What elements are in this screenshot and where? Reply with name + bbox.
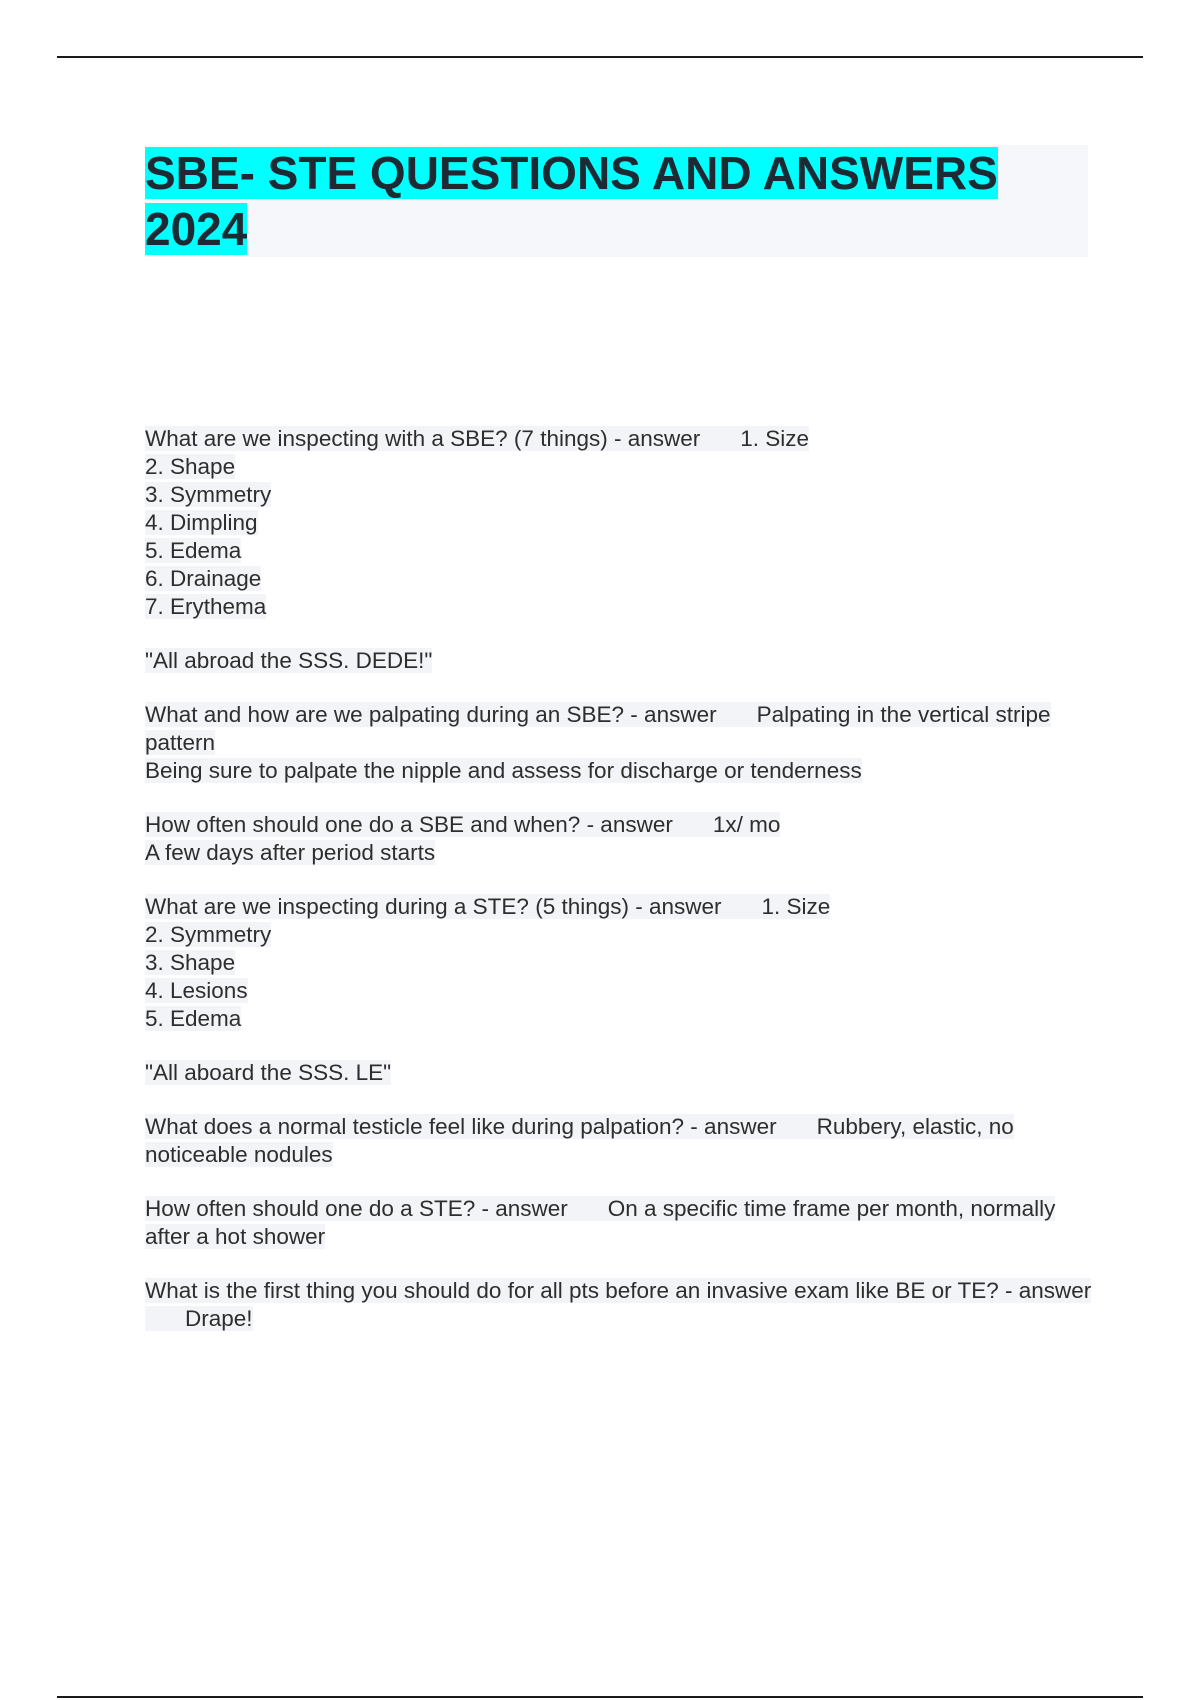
qa-list [145,425,1105,1359]
qa-item [145,1277,1105,1333]
answer-line: 4. Dimpling [145,510,258,535]
question-text: How often should one do a STE? - answer [145,1196,568,1221]
answer-line: Being sure to palpate the nipple and assess for discharge or tenderness [145,758,862,783]
qa-item [145,893,1105,1033]
answer-line: 6. Drainage [145,566,262,591]
answer-line: 3. Shape [145,950,236,975]
answer-line: 5. Edema [145,538,242,563]
answer-text: 1x/ mo [712,812,781,837]
answer-line: 3. Symmetry [145,482,272,507]
question-line [145,426,809,451]
qa-item [145,811,1105,867]
question-text: What is the first thing you should do for all pts before an invasive exam like BE or TE? - answer [145,1278,1092,1303]
question-line [145,1196,1055,1249]
answer-line: 2. Symmetry [145,922,272,947]
qa-item [145,701,1105,785]
answer-text: 1. Size [761,894,831,919]
question-text: What are we inspecting with a SBE? (7 things) - answer [145,426,701,451]
title-highlight: SBE- STE QUESTIONS AND ANSWERS 2024 [145,147,998,255]
question-line [145,702,1051,755]
answer-line: 7. Erythema [145,594,267,619]
question-line [145,1278,1091,1331]
qa-item [145,425,1105,621]
answer-text: Rubbery, elastic, no noticeable nodules [145,1114,1014,1167]
title-block [145,145,1088,257]
answer-line: 2. Shape [145,454,236,479]
answer-line: A few days after period starts [145,840,436,865]
question-line [145,894,830,919]
answer-text: Drape! [185,1306,253,1331]
document-title [145,145,1065,257]
answer-text: Palpating in the vertical stripe pattern [145,702,1051,755]
question-text: How often should one do a SBE and when? - answer [145,812,673,837]
question-line [145,812,780,837]
answer-line: 5. Edema [145,1006,242,1031]
answer-text: On a specific time frame per month, normally after a hot shower [145,1196,1056,1249]
mnemonic-note: "All aboard the SSS. LE" [145,1060,392,1085]
question-line [145,1114,1014,1167]
bottom-rule [57,1696,1143,1698]
question-text: What and how are we palpating during an SBE? - answer [145,702,717,727]
qa-item [145,1113,1105,1169]
question-text: What are we inspecting during a STE? (5 things) - answer [145,894,722,919]
top-rule [57,56,1143,58]
answer-line: 4. Lesions [145,978,248,1003]
mnemonic-note: "All abroad the SSS. DEDE!" [145,648,433,673]
qa-item [145,1195,1105,1251]
answer-text: 1. Size [740,426,810,451]
question-text: What does a normal testicle feel like during palpation? - answer [145,1114,777,1139]
